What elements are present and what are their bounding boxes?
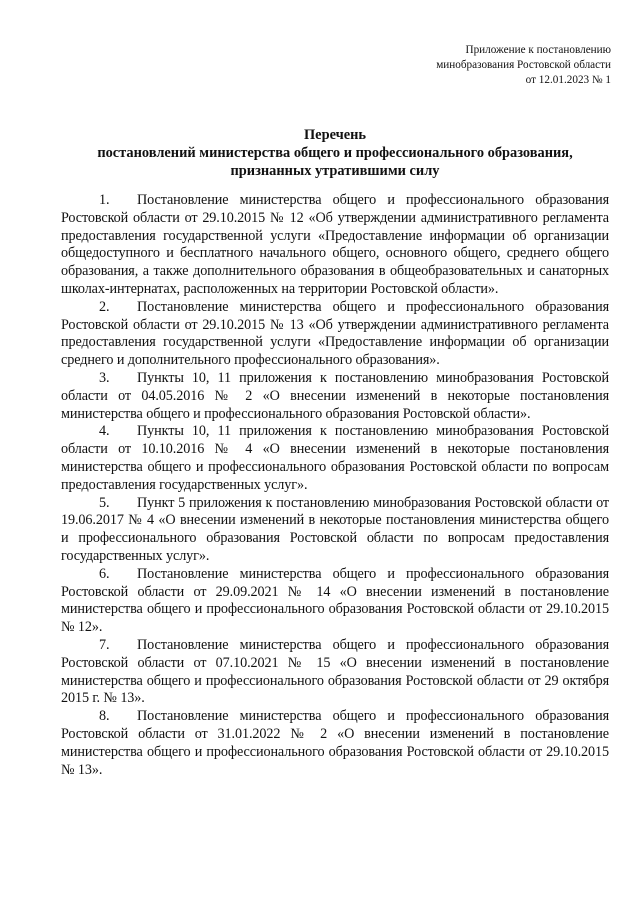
- attachment-line-1: Приложение к постановлению: [465, 44, 611, 56]
- item-text: Постановление министерства общего и профессионального образования Ростовской области от 29.10.2015 № 12 «Об утверждении административного регламента предоставления государственной услуги «Предоставление информации об организации общедоступного и бесплатного начального общего, основного общего, среднего общего образования, а также дополнительного образования в общеобразовательных и санаторных школах-интернатах, расположенных на территории Ростовской области».: [61, 192, 609, 297]
- item-number: 5.: [99, 494, 110, 511]
- list-item: [61, 566, 609, 637]
- item-text: Пункты 10, 11 приложения к постановлению минобразования Ростовской области от 04.05.2016 № 2 «О внесении изменений в некоторые постановления министерства общего и профессионального образования Ростовской области».: [61, 369, 609, 422]
- document-title: [60, 126, 610, 180]
- item-text: Постановление министерства общего и профессионального образования Ростовской области от 29.09.2021 № 14 «О внесении изменений в постановление министерства общего и профессионального образования Ростовской области от 29.10.2015 № 12».: [61, 565, 609, 636]
- item-text: Постановление министерства общего и профессионального образования Ростовской области от 31.01.2022 № 2 «О внесении изменений в постановление министерства общего и профессионального образования Ростовской области от 29.10.2015 № 13».: [61, 708, 609, 778]
- attachment-line-3: от 12.01.2023 № 1: [525, 74, 611, 86]
- item-number: 3.: [99, 369, 110, 386]
- title-line-1: Перечень: [303, 127, 367, 143]
- list-item: [61, 423, 609, 494]
- item-number: 8.: [99, 708, 110, 725]
- attachment-note: [371, 43, 611, 88]
- item-number: 2.: [99, 298, 110, 315]
- item-number: 6.: [99, 565, 110, 582]
- title-line-2: постановлений министерства общего и профессионального образования,: [97, 145, 573, 161]
- item-number: 4.: [99, 423, 110, 440]
- attachment-line-2: минобразования Ростовской области: [436, 59, 611, 71]
- item-number: 1.: [99, 192, 110, 208]
- list-item: [61, 192, 609, 299]
- item-text: Пункты 10, 11 приложения к постановлению минобразования Ростовской области от 10.10.2016 № 4 «О внесении изменений в некоторые постановления министерства общего и профессионального образования Ростовской области по вопросам предоставления государственных услуг».: [61, 423, 609, 493]
- list-item: [61, 299, 609, 370]
- list-item: [61, 370, 609, 423]
- title-line-3: признанных утратившими силу: [230, 163, 440, 179]
- list-item: [61, 637, 609, 708]
- item-text: Постановление министерства общего и профессионального образования Ростовской области от 29.10.2015 № 13 «Об утверждении административного регламента предоставления государственной услуги «Предоставление информации об организации среднего и дополнительного профессионального образования».: [61, 298, 609, 369]
- list-item: [61, 708, 609, 779]
- list-item: [61, 495, 609, 566]
- item-text: Постановление министерства общего и профессионального образования Ростовской области от 07.10.2021 № 15 «О внесении изменений в постановление министерства общего и профессионального образования Ростовской области от 29 октября 2015 г. № 13».: [61, 636, 609, 707]
- item-number: 7.: [99, 636, 110, 653]
- item-text: Пункт 5 приложения к постановлению минобразования Ростовской области от 19.06.2017 № 4 «О внесении изменений в некоторые постановления министерства общего и профессионального образования Ростовской области по вопросам предоставления государственных услуг».: [61, 494, 609, 564]
- resolution-list: [61, 192, 609, 779]
